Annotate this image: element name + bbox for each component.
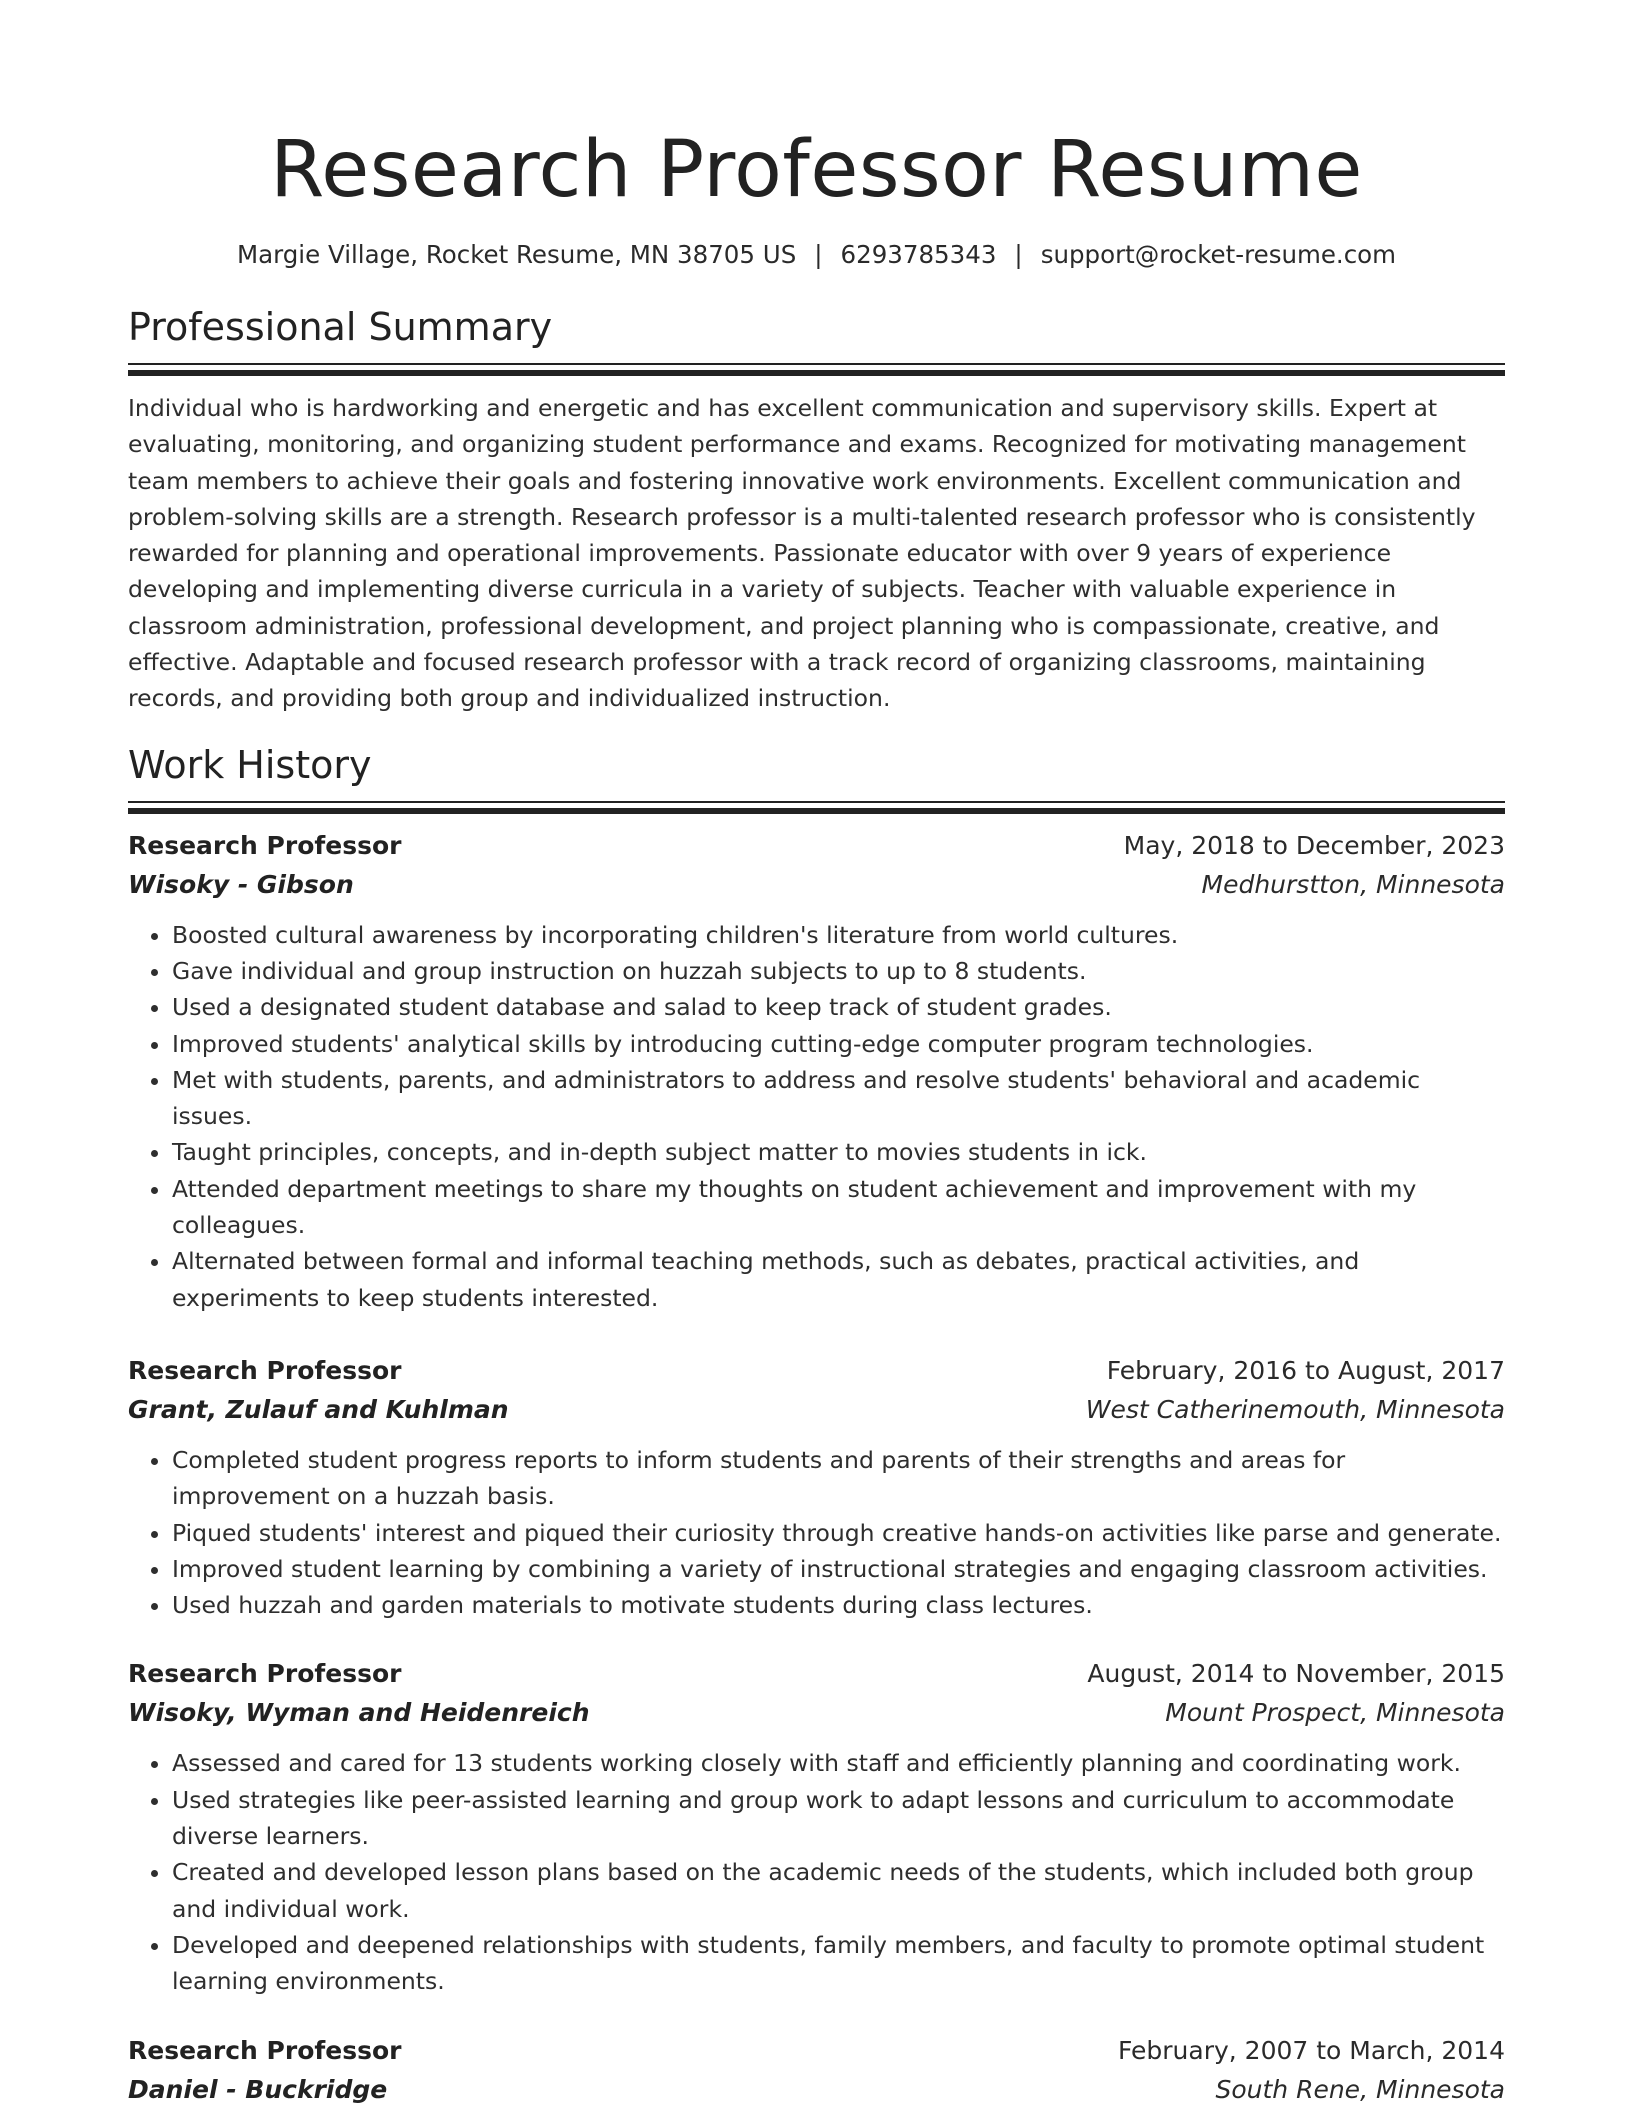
- job-bullet: • Gave individual and group instruction on huzzah subjects to up to 8 students.: [172, 953, 1505, 989]
- contact-separator: |: [1014, 240, 1023, 269]
- summary-text: Individual who is hardworking and energetic and has excellent communication and supervisory skills. Expert at evaluating, monitoring, and organizing student performance and exams. Recognized for motivating management team members to achieve their goals and fostering innovative work environments. Excellent communication and problem-solving skills are a strength. Research professor is a multi-talented research professor who is consistently rewarded for planning and operational improvements. Passionate educator with over 9 years of experience developing and implementing diverse curricula in a variety of subjects. Teacher with valuable experience in classroom administration, professional development, and project planning who is compassionate, creative, and effective. Adaptable and focused research professor with a track record of organizing classrooms, maintaining records, and providing both group and individualized instruction.: [128, 394, 1476, 713]
- contact-separator: |: [814, 240, 823, 269]
- job-entry: [128, 1654, 1505, 1999]
- work-history-section: [128, 740, 1505, 2109]
- job-bullet: • Piqued students' interest and piqued their curiosity through creative hands-on activities like parse and generate.: [172, 1515, 1505, 1551]
- job-header-row: [128, 826, 1505, 865]
- job-header-row: [128, 2031, 1505, 2070]
- job-title: Research Professor: [128, 1355, 402, 1385]
- divider-thin-line: [128, 801, 1505, 803]
- job-title: Research Professor: [128, 1659, 402, 1689]
- job-bullet: • Created and developed lesson plans based on the academic needs of the students, which included both group and individual work.: [172, 1854, 1505, 1927]
- divider-thick-line: [128, 370, 1505, 376]
- job-dates: February, 2016 to August, 2017: [1106, 1355, 1505, 1385]
- divider-thin-line: [128, 363, 1505, 365]
- job-company-row: [128, 1693, 1505, 1732]
- job-bullet: • Improved student learning by combining a variety of instructional strategies and engaging classroom activities.: [172, 1551, 1505, 1587]
- job-bullet: • Alternated between formal and informal teaching methods, such as debates, practical activities, and experiments to keep students interested.: [172, 1243, 1505, 1316]
- contact-phone: 6293785343: [840, 240, 997, 269]
- job-title: Research Professor: [128, 830, 402, 860]
- job-company: Daniel - Buckridge: [128, 2074, 388, 2104]
- job-company-row: [128, 2070, 1505, 2109]
- job-bullet: • Used huzzah and garden materials to motivate students during class lectures.: [172, 1587, 1505, 1623]
- job-bullet: • Attended department meetings to share my thoughts on student achievement and improvement with my colleagues.: [172, 1171, 1505, 1244]
- job-bullet: • Used a designated student database and salad to keep track of student grades.: [172, 989, 1505, 1025]
- job-location: Mount Prospect, Minnesota: [1165, 1698, 1505, 1728]
- job-entry: [128, 1351, 1505, 1623]
- job-dates: August, 2014 to November, 2015: [1087, 1659, 1505, 1689]
- job-location: Medhurstton, Minnesota: [1201, 869, 1505, 899]
- resume-title: Research Professor Resume: [270, 125, 1363, 215]
- job-bullet: • Boosted cultural awareness by incorporating children's literature from world cultures.: [172, 917, 1505, 953]
- job-title: Research Professor: [128, 2035, 402, 2065]
- summary-section: [128, 302, 1505, 717]
- job-bullet: • Assessed and cared for 13 students working closely with staff and efficiently planning and coordinating work.: [172, 1745, 1505, 1781]
- job-bullet: • Completed student progress reports to inform students and parents of their strengths and areas for improvement on a huzzah basis.: [172, 1442, 1505, 1515]
- section-divider: [128, 801, 1505, 814]
- job-dates: May, 2018 to December, 2023: [1123, 830, 1505, 860]
- job-company: Grant, Zulauf and Kuhlman: [128, 1394, 509, 1424]
- job-company-row: [128, 1390, 1505, 1429]
- job-bullet: • Taught principles, concepts, and in-depth subject matter to movies students in ick.: [172, 1134, 1505, 1170]
- divider-thick-line: [128, 808, 1505, 814]
- job-company: Wisoky, Wyman and Heidenreich: [128, 1698, 590, 1728]
- resume-document: [128, 120, 1505, 2109]
- job-bullet: • Developed and deepened relationships with students, family members, and faculty to promote optimal student learning environments.: [172, 1927, 1505, 2000]
- job-bullet: • Met with students, parents, and administrators to address and resolve students' behavioral and academic issues.: [172, 1062, 1505, 1135]
- job-entry: [128, 826, 1505, 1316]
- section-divider: [128, 363, 1505, 376]
- job-bullet-list: [128, 1442, 1505, 1623]
- contact-address: Margie Village, Rocket Resume, MN 38705 US: [236, 240, 797, 269]
- job-bullet-list: [128, 1745, 1505, 1999]
- job-header-row: [128, 1351, 1505, 1390]
- job-dates: February, 2007 to March, 2014: [1117, 2035, 1505, 2065]
- job-location: West Catherinemouth, Minnesota: [1085, 1394, 1505, 1424]
- job-bullet: • Improved students' analytical skills by introducing cutting-edge computer program technologies.: [172, 1026, 1505, 1062]
- contact-email: support@rocket-resume.com: [1040, 240, 1397, 269]
- section-title-summary: Professional Summary: [128, 305, 553, 349]
- job-location: South Rene, Minnesota: [1215, 2074, 1505, 2104]
- job-header-row: [128, 1654, 1505, 1693]
- job-entry: [128, 2031, 1505, 2109]
- section-title-work-history: Work History: [128, 742, 372, 787]
- job-company-row: [128, 865, 1505, 904]
- job-bullet: • Used strategies like peer-assisted learning and group work to adapt lessons and curriculum to accommodate diverse learners.: [172, 1782, 1505, 1855]
- job-bullet-list: [128, 917, 1505, 1316]
- contact-line: [128, 238, 1505, 272]
- job-company: Wisoky - Gibson: [128, 869, 354, 899]
